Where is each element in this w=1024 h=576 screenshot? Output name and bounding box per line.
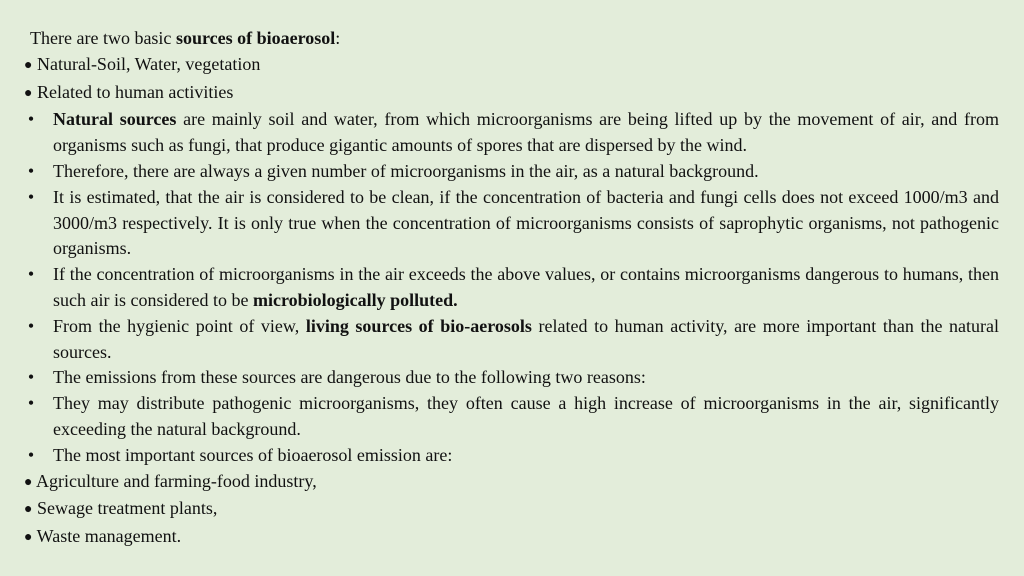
emission-source-label: Agriculture and farming-food industry,: [35, 470, 317, 491]
emission-source-label: Waste management.: [36, 526, 182, 547]
bullet-icon: •: [27, 315, 35, 336]
intro-line: [30, 26, 1000, 52]
round-bullet-icon: ●: [24, 502, 33, 518]
bullet-text: It is estimated, that the air is considered to be clean, if the concentration of bacteria and fungi cells does not exceed 1000/m3 and 3000/m3 respectively. It is only true when the concentration of microorganisms consists of saprophytic organisms, not pathogenic organisms.: [53, 186, 999, 259]
source-type-label: Natural-Soil, Water, vegetation: [36, 53, 261, 74]
bullet-text: Therefore, there are always a given number of microorganisms in the air, as a natural background.: [53, 160, 759, 181]
emission-source-label: Sewage treatment plants,: [36, 498, 218, 519]
bullet-text: [53, 314, 999, 366]
bullet-icon: •: [27, 186, 35, 207]
bullet-span: If the concentration of microorganisms in the air exceeds the above values, or contains microorganisms dangerous to humans, then such air is considered to be: [53, 264, 999, 310]
bullet-icon: •: [27, 444, 35, 465]
source-type-human: [24, 80, 1000, 108]
bullet-polluted-air: [24, 262, 1000, 314]
source-type-natural: [24, 52, 1000, 80]
bullet-text: The most important sources of bioaerosol emission are:: [53, 444, 453, 465]
bullet-natural-background: [24, 159, 1000, 185]
bullet-icon: •: [27, 367, 35, 388]
bullet-text: [53, 262, 999, 314]
bullet-icon: •: [27, 264, 35, 285]
bullet-pathogen-distribution: [24, 391, 1000, 443]
intro-bold: sources of bioaerosol: [175, 28, 336, 48]
bullet-clean-air: [24, 185, 1000, 262]
intro-colon: :: [335, 28, 341, 48]
bullet-natural-sources: [24, 107, 1000, 159]
emission-source-waste: [24, 524, 1000, 552]
bullet-icon: •: [27, 393, 35, 414]
bullet-bold: Natural sources: [53, 109, 177, 130]
bullet-span: are mainly soil and water, from which microorganisms are being lifted up by the movement of air, and from organisms such as fungi, that produce gigantic amounts of spores that are dispersed by the wind.: [53, 109, 999, 156]
bullet-text: They may distribute pathogenic microorganisms, they often cause a high increase of microorganisms in the air, significantly exceeding the natural background.: [53, 393, 999, 439]
bullet-living-sources: [24, 314, 1000, 366]
round-bullet-icon: ●: [24, 85, 33, 101]
bullet-icon: •: [27, 109, 35, 130]
round-bullet-icon: ●: [24, 530, 33, 546]
bullet-emission-dangers: [24, 365, 1000, 391]
intro-text: There are two basic: [30, 28, 176, 48]
source-type-label: Related to human activities: [36, 81, 234, 102]
round-bullet-icon: ●: [24, 474, 33, 490]
bullet-text: [53, 107, 999, 159]
bullet-span: related to human activity, are more important than the natural sources.: [53, 315, 999, 362]
bullet-span: From the hygienic point of view,: [53, 315, 306, 336]
round-bullet-icon: ●: [24, 57, 33, 73]
bullet-text: The emissions from these sources are dangerous due to the following two reasons:: [53, 367, 646, 388]
bullet-bold: microbiologically polluted.: [252, 289, 458, 310]
emission-source-agriculture: [24, 469, 1000, 497]
bullet-emission-sources: [24, 443, 1000, 469]
bullet-bold: living sources of bio-aerosols: [305, 315, 532, 336]
emission-source-sewage: [24, 496, 1000, 524]
bullet-icon: •: [27, 160, 35, 181]
